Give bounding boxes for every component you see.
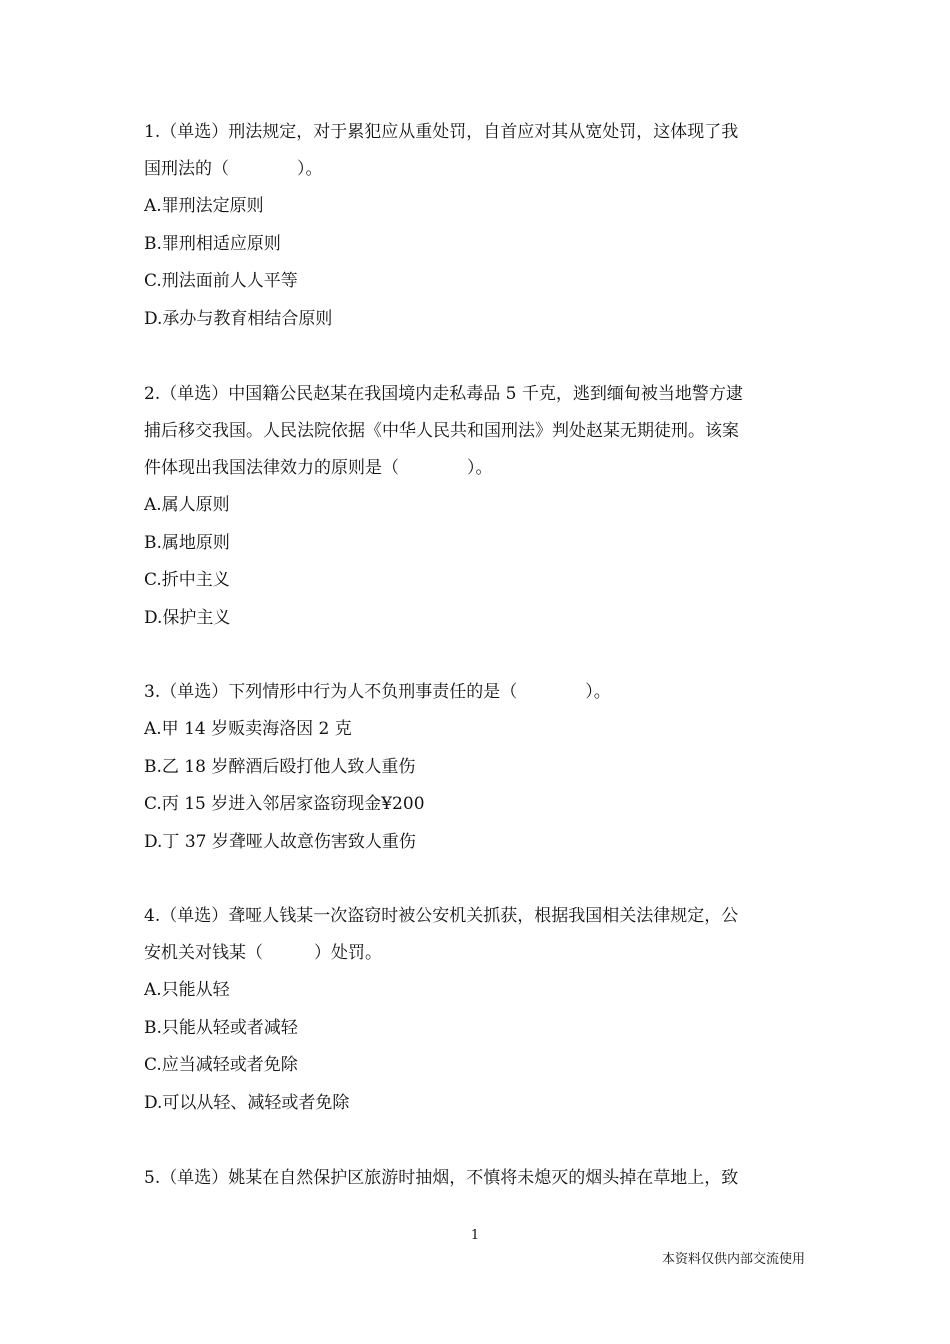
footer-note: 本资料仅供内部交流使用	[661, 1252, 805, 1267]
question-stem-line: 国刑法的（ ）。	[144, 159, 323, 179]
question-stem-line: 5.（单选）姚某在自然保护区旅游时抽烟，不慎将未熄灭的烟头掉在草地上，致	[144, 1168, 739, 1188]
question-1	[144, 114, 810, 338]
question-4	[144, 898, 810, 1122]
option-b: B.乙 18 岁醉酒后殴打他人致人重伤	[144, 756, 416, 777]
option-c: C.刑法面前人人平等	[144, 271, 298, 291]
option-d: D.承办与教育相结合原则	[144, 308, 333, 329]
question-stem-line: 捕后移交我国。人民法院依据《中华人民共和国刑法》判处赵某无期徒刑。该案	[144, 421, 739, 441]
option-c: C.折中主义	[144, 570, 230, 590]
option-b: B.属地原则	[144, 532, 230, 553]
question-stem-line: 1.（单选）刑法规定，对于累犯应从重处罚，自首应对其从宽处罚，这体现了我	[144, 122, 739, 142]
option-d: D.保护主义	[144, 607, 231, 628]
option-a: A.属人原则	[144, 495, 230, 515]
question-stem-line: 件体现出我国法律效力的原则是（ ）。	[144, 458, 493, 478]
option-c: C.应当减轻或者免除	[144, 1055, 298, 1075]
option-a: A.只能从轻	[144, 980, 230, 1000]
option-c: C.丙 15 岁进入邻居家盗窃现金¥200	[144, 794, 425, 814]
question-stem-line: 4.（单选）聋哑人钱某一次盗窃时被公安机关抓获，根据我国相关法律规定，公	[144, 906, 739, 926]
question-stem-line: 2.（单选）中国籍公民赵某在我国境内走私毒品 5 千克，逃到缅甸被当地警方逮	[144, 384, 743, 404]
question-stem-line: 安机关对钱某（ ）处罚。	[144, 943, 382, 963]
option-b: B.只能从轻或者减轻	[144, 1017, 298, 1038]
option-a: A.罪刑法定原则	[144, 196, 264, 216]
option-d: D.丁 37 岁聋哑人故意伤害致人重伤	[144, 831, 416, 852]
page-number: 1	[470, 1228, 480, 1243]
question-stem-line: 3.（单选）下列情形中行为人不负刑事责任的是（ ）。	[144, 682, 611, 702]
option-b: B.罪刑相适应原则	[144, 233, 281, 254]
option-a: A.甲 14 岁贩卖海洛因 2 克	[144, 719, 352, 739]
question-3	[144, 674, 810, 861]
question-2	[144, 376, 810, 637]
question-5	[144, 1160, 810, 1197]
option-d: D.可以从轻、减轻或者免除	[144, 1092, 350, 1113]
